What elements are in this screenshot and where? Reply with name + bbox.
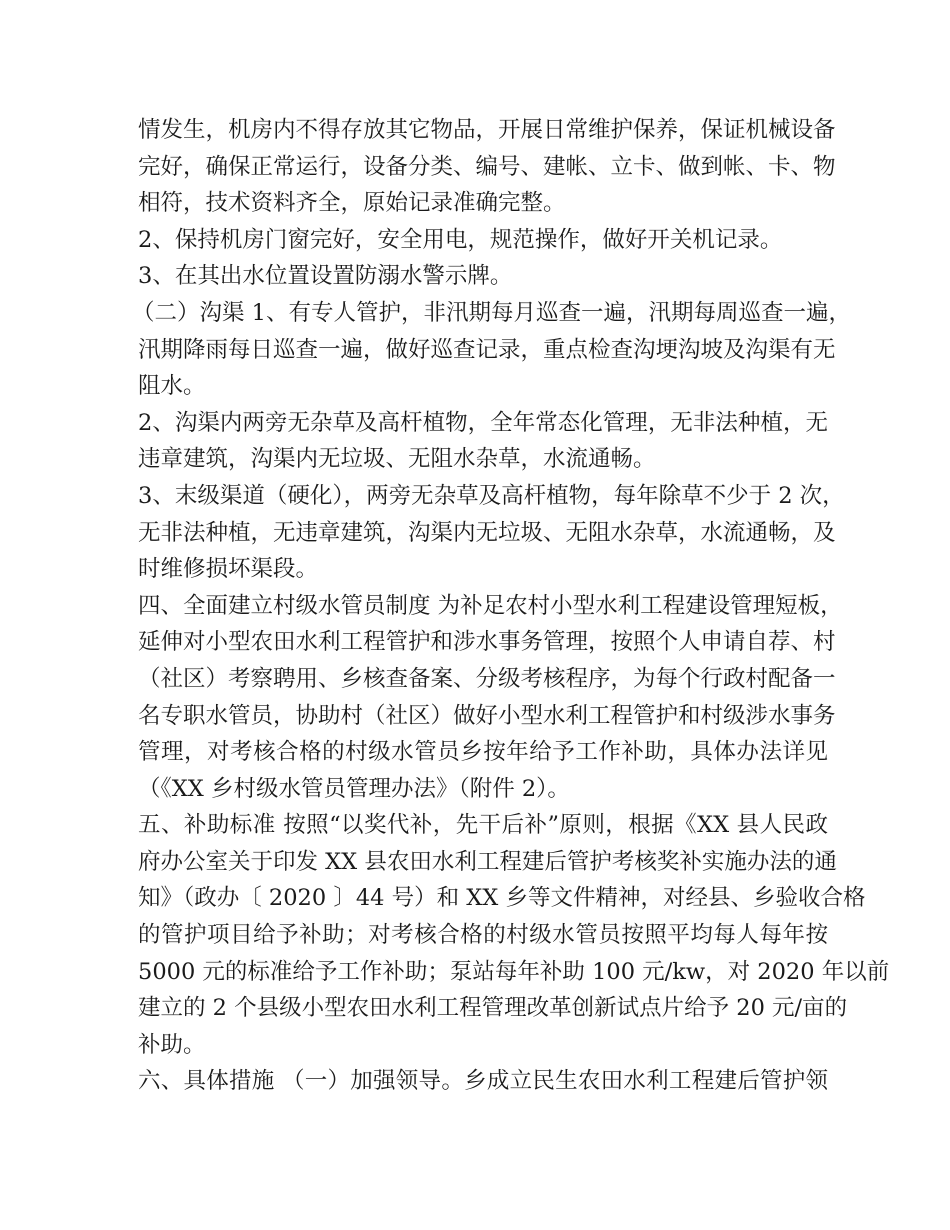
text-line: 五、补助标准 按照“以奖代补，先干后补”原则，根据《XX 县人民政: [138, 812, 828, 839]
text-line: （《XX 乡村级水管员管理办法》（附件 2）。: [138, 775, 570, 802]
text-line: （二）沟渠 1、有专人管护，非汛期每月巡查一遍，汛期每周巡查一遍，: [132, 299, 851, 326]
text-line: 情发生，机房内不得存放其它物品，开展日常维护保养，保证机械设备: [138, 117, 836, 143]
text-line: 的管护项目给予补助；对考核合格的村级水管员按照平均每人每年按: [138, 922, 828, 949]
text-line: 补助。: [138, 1031, 206, 1058]
text-line: 完好，确保正常运行，设备分类、编号、建帐、立卡、做到帐、卡、物: [138, 153, 836, 180]
text-line: 汛期降雨每日巡查一遍，做好巡查记录，重点检查沟埂沟坡及沟渠有无: [138, 336, 836, 363]
text-line: 时维修损坏渠段。: [138, 556, 319, 583]
text-line: 5000 元的标准给予工作补助；泵站每年补助 100 元/kw，对 2020 年以前: [138, 958, 890, 985]
text-line: 相符，技术资料齐全，原始记录准确完整。: [138, 190, 566, 217]
text-line: 延伸对小型农田水利工程管护和涉水事务管理，按照个人申请自荐、村: [138, 629, 836, 656]
text-line: 无非法种植，无违章建筑，沟渠内无垃圾、无阻水杂草，水流通畅，及: [138, 519, 836, 546]
text-line: 名专职水管员，协助村（社区）做好小型水利工程管护和村级涉水事务: [138, 702, 836, 729]
text-line: 管理，对考核合格的村级水管员乡按年给予工作补助，具体办法详见: [138, 739, 828, 766]
document-body: [132, 112, 890, 1100]
text-line: 阻水。: [138, 373, 206, 400]
text-line: 知》（政办〔 2020 〕44 号）和 XX 乡等文件精神，对经县、乡验收合格: [138, 885, 866, 912]
text-line: （社区）考察聘用、乡核查备案、分级考核程序，为每个行政村配备一: [138, 665, 836, 692]
text-line: 四、全面建立村级水管员制度 为补足农村小型水利工程建设管理短板，: [138, 592, 843, 619]
text-line: 府办公室关于印发 XX 县农田水利工程建后管护考核奖补实施办法的通: [138, 848, 837, 875]
text-line: 建立的 2 个县级小型农田水利工程管理改革创新试点片给予 20 元/亩的: [138, 995, 848, 1022]
text-line: 2、沟渠内两旁无杂草及高杆植物，全年常态化管理，无非法种植，无: [138, 409, 828, 436]
text-line: 六、具体措施 （一）加强领导。乡成立民生农田水利工程建后管护领: [138, 1068, 828, 1095]
text-line: 3、末级渠道（硬化），两旁无杂草及高杆植物，每年除草不少于 2 次，: [138, 482, 845, 509]
text-line: 违章建筑，沟渠内无垃圾、无阻水杂草，水流通畅。: [138, 446, 656, 473]
text-line: 3、在其出水位置设置防溺水警示牌。: [138, 263, 513, 290]
text-line: 2、保持机房门窗完好，安全用电，规范操作，做好开关机记录。: [138, 226, 783, 253]
